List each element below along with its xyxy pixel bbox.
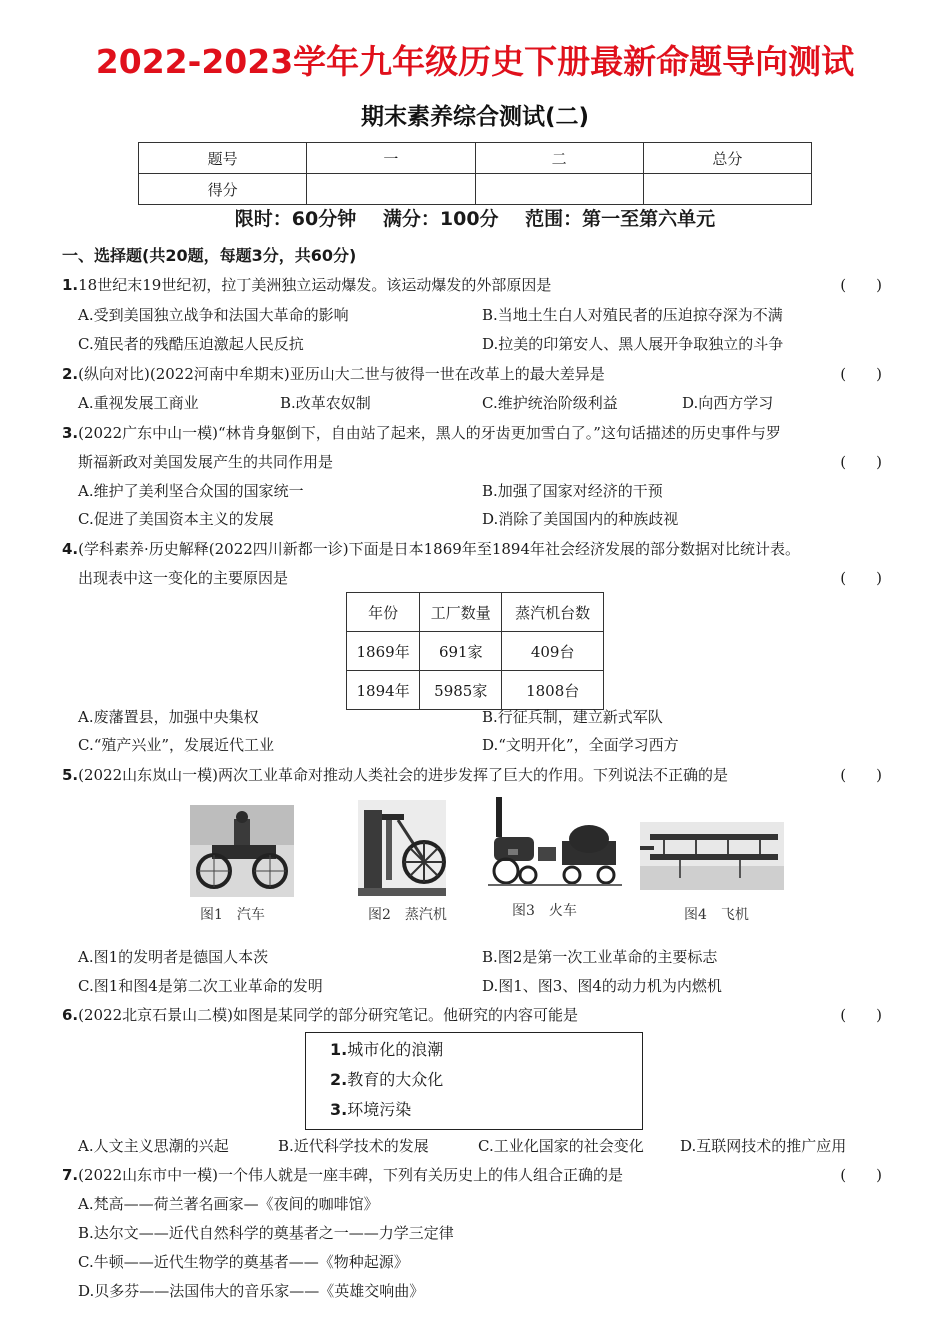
- option: B.改革农奴制: [280, 394, 371, 412]
- table-cell: 1869年: [347, 632, 420, 671]
- note-item: [330, 1067, 443, 1090]
- score-cell: 一: [307, 143, 475, 174]
- note-number: 3.: [330, 1100, 348, 1119]
- figure-caption: 图2 蒸汽机: [368, 907, 447, 923]
- option: B.当地土生白人对殖民者的压迫掠夺深为不满: [482, 306, 783, 324]
- table-cell: 409台: [502, 632, 604, 671]
- section-heading: 一、选择题(共20题，每题3分，共60分): [62, 246, 357, 265]
- figure-caption: 图3 火车: [512, 903, 577, 919]
- question-number: 4.: [62, 540, 79, 558]
- question-number: 1.: [62, 276, 79, 294]
- option: A.受到美国独立战争和法国大革命的影响: [78, 306, 349, 324]
- score-cell: 题号: [139, 143, 307, 174]
- table-header: 工厂数量: [420, 593, 502, 632]
- locomotive-icon: [488, 797, 622, 891]
- option: B.近代科学技术的发展: [278, 1137, 429, 1155]
- steam-engine-icon: [358, 800, 446, 896]
- question-7-stem: [62, 1164, 623, 1185]
- note-number: 1.: [330, 1040, 348, 1059]
- car-photo-icon: [190, 805, 294, 897]
- answer-paren[interactable]: ( ): [840, 365, 882, 383]
- table-cell: 1808台: [502, 671, 604, 710]
- option: B.图2是第一次工业革命的主要标志: [482, 948, 718, 966]
- option: A.废藩置县，加强中央集权: [78, 708, 259, 726]
- answer-paren[interactable]: ( ): [840, 1006, 882, 1024]
- answer-paren[interactable]: ( ): [840, 569, 882, 587]
- figure-car: [190, 805, 294, 897]
- note-number: 2.: [330, 1070, 348, 1089]
- option: A.维护了美利坚合众国的国家统一: [78, 482, 304, 500]
- score-table-row: [139, 174, 812, 205]
- option: D.贝多芬——法国伟大的音乐家——《英雄交响曲》: [78, 1282, 425, 1300]
- score-input-cell[interactable]: [475, 174, 643, 205]
- score-input-cell[interactable]: [307, 174, 475, 205]
- table-row: [347, 632, 604, 671]
- note-text: 环境污染: [347, 1100, 412, 1119]
- japan-stats-table: [346, 592, 604, 710]
- question-6-stem: [62, 1004, 578, 1025]
- question-text: (纵向对比)(2022河南中牟期末)亚历山大二世与彼得一世在改革上的最大差异是: [78, 365, 605, 383]
- option: D.消除了美国国内的种族歧视: [482, 510, 679, 528]
- option: A.人文主义思潮的兴起: [78, 1137, 229, 1155]
- figure-airplane: [640, 822, 784, 890]
- answer-paren[interactable]: ( ): [840, 453, 882, 471]
- question-text: (2022北京石景山二模)如图是某同学的部分研究笔记。他研究的内容可能是: [78, 1006, 579, 1024]
- score-table: [138, 142, 812, 205]
- question-5-stem: [62, 764, 728, 785]
- figure-steam-engine: [358, 800, 446, 896]
- question-4-stem: [62, 538, 800, 559]
- question-3-stem: [62, 422, 781, 443]
- note-item: [330, 1097, 411, 1120]
- question-number: 2.: [62, 365, 79, 383]
- question-2-stem: [62, 363, 605, 384]
- question-text: (学科素养·历史解释(2022四川新都一诊)下面是日本1869年至1894年社会经济发展的部分数据对比统计表。: [78, 540, 800, 558]
- question-number: 3.: [62, 424, 79, 442]
- option: C.工业化国家的社会变化: [478, 1137, 644, 1155]
- note-text: 城市化的浪潮: [347, 1040, 444, 1059]
- table-cell: 5985家: [420, 671, 502, 710]
- score-table-row: [139, 143, 812, 174]
- option: C.图1和图4是第二次工业革命的发明: [78, 977, 323, 995]
- figure-train: [488, 797, 622, 891]
- table-cell: 1894年: [347, 671, 420, 710]
- option: C.促进了美国资本主义的发展: [78, 510, 274, 528]
- option: D.图1、图3、图4的动力机为内燃机: [482, 977, 722, 995]
- question-text: (2022山东岚山一模)两次工业革命对推动人类社会的进步发挥了巨大的作用。下列说法不正确的是: [78, 766, 729, 784]
- option: D.拉美的印第安人、黑人展开争取独立的斗争: [482, 335, 784, 353]
- question-number: 6.: [62, 1006, 79, 1024]
- option: A.图1的发明者是德国人本茨: [78, 948, 269, 966]
- sub-title: 期末素养综合测试(二): [360, 104, 590, 130]
- question-text: (2022广东中山一模)“林肯身躯倒下，自由站了起来，黑人的牙齿更加雪白了。”这句话描述的历史事件与罗: [78, 424, 781, 442]
- figure-caption: 图4 飞机: [684, 907, 749, 923]
- table-header: 年份: [347, 593, 420, 632]
- table-row: [347, 671, 604, 710]
- option: C.“殖产兴业”，发展近代工业: [78, 736, 275, 754]
- full-score: 满分：100分: [382, 208, 499, 230]
- research-notes-box: [305, 1032, 643, 1130]
- question-number: 5.: [62, 766, 79, 784]
- question-text: 出现表中这一变化的主要原因是: [78, 569, 289, 587]
- question-text: 18世纪末19世纪初，拉丁美洲独立运动爆发。该运动爆发的外部原因是: [78, 276, 552, 294]
- question-number: 7.: [62, 1166, 79, 1184]
- question-text: 斯福新政对美国发展产生的共同作用是: [78, 453, 334, 471]
- option: D.向西方学习: [682, 394, 774, 412]
- option: A.重视发展工商业: [78, 394, 199, 412]
- score-cell: 二: [475, 143, 643, 174]
- main-title: 2022-2023学年九年级历史下册最新命题导向测试: [95, 42, 855, 81]
- exam-limits: [0, 204, 950, 231]
- note-text: 教育的大众化: [347, 1070, 444, 1089]
- time-limit: 限时：60分钟: [234, 208, 357, 230]
- answer-paren[interactable]: ( ): [840, 276, 882, 294]
- score-cell: 得分: [139, 174, 307, 205]
- table-header-row: [347, 593, 604, 632]
- option: B.加强了国家对经济的干预: [482, 482, 663, 500]
- question-text: (2022山东市中一模)一个伟人就是一座丰碑，下列有关历史上的伟人组合正确的是: [78, 1166, 624, 1184]
- airplane-icon: [640, 822, 784, 890]
- option: C.殖民者的残酷压迫激起人民反抗: [78, 335, 304, 353]
- answer-paren[interactable]: ( ): [840, 766, 882, 784]
- question-1-stem: [62, 274, 551, 295]
- score-cell: 总分: [643, 143, 811, 174]
- option: D.“文明开化”，全面学习西方: [482, 736, 679, 754]
- option: B.行征兵制，建立新式军队: [482, 708, 663, 726]
- option: B.达尔文——近代自然科学的奠基者之一——力学三定律: [78, 1224, 454, 1242]
- option: C.维护统治阶级利益: [482, 394, 618, 412]
- exam-range: 范围：第一至第六单元: [525, 208, 716, 230]
- table-cell: 691家: [420, 632, 502, 671]
- table-header: 蒸汽机台数: [502, 593, 604, 632]
- option: A.梵高——荷兰著名画家—《夜间的咖啡馆》: [78, 1195, 379, 1213]
- answer-paren[interactable]: ( ): [840, 1166, 882, 1184]
- note-item: [330, 1037, 443, 1060]
- option: C.牛顿——近代生物学的奠基者——《物种起源》: [78, 1253, 409, 1271]
- figure-caption: 图1 汽车: [200, 907, 265, 923]
- score-input-cell[interactable]: [643, 174, 811, 205]
- option: D.互联网技术的推广应用: [680, 1137, 847, 1155]
